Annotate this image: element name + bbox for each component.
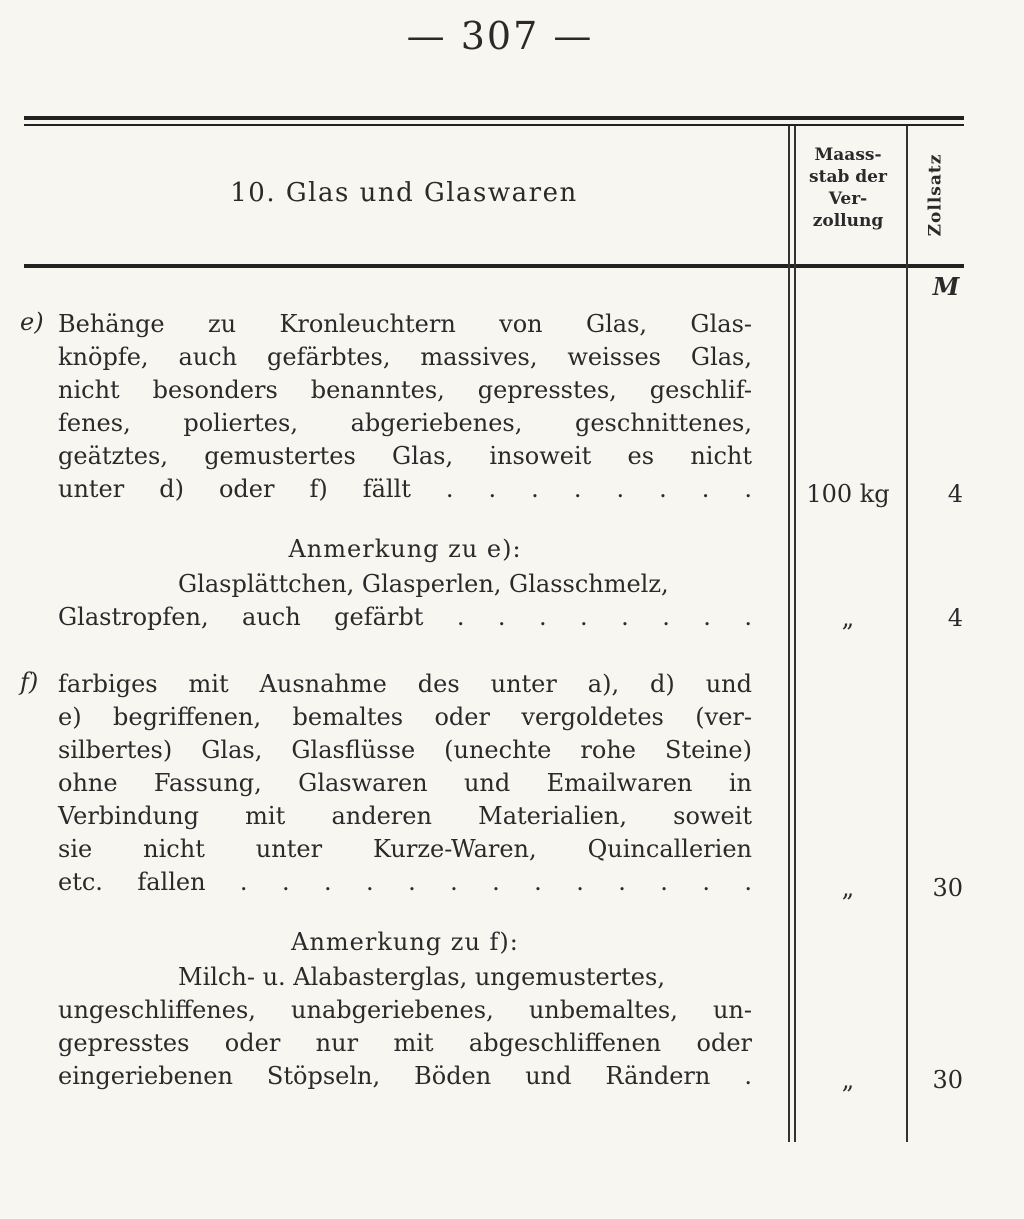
text-line: farbiges mit Ausnahme des unter a), d) und (58, 670, 752, 698)
text-line: unter d) oder f) fällt . . . . . . . . (58, 475, 752, 503)
measure-header-line: zollung (812, 211, 884, 231)
text-line: gepresstes oder nur mit abgeschliffenen oder (58, 1029, 752, 1057)
row-rate: 30 (932, 1066, 963, 1094)
row-measure: „ (841, 874, 855, 902)
header-bottom-rule (24, 264, 964, 268)
text-line: nicht besonders benanntes, gepresstes, geschlif- (58, 376, 752, 404)
text-line: silbertes) Glas, Glasflüsse (unechte rohe Steine) (58, 736, 752, 764)
row-measure: „ (841, 1066, 855, 1094)
row-measure: „ (841, 604, 855, 632)
note-text (58, 568, 752, 634)
column-divider-left-a (788, 126, 790, 1142)
currency-symbol: M (932, 272, 960, 301)
row-marker: f) (20, 668, 39, 696)
text-line: Verbindung mit anderen Materialien, soweit (58, 802, 752, 830)
page-number: — 307 — (406, 14, 594, 58)
measure-header-line: Maass- (814, 145, 882, 165)
text-line: e) begriffenen, bemaltes oder vergoldetes (ver- (58, 703, 752, 731)
row-text (58, 308, 752, 506)
row-rate: 4 (947, 604, 963, 632)
note-title: Anmerkung zu e): (288, 535, 522, 563)
note-text (58, 961, 752, 1093)
text-line: Glasplättchen, Glasperlen, Glasschmelz, (178, 570, 669, 598)
row-measure: 100 kg (806, 480, 890, 508)
text-line: etc. fallen . . . . . . . . . . . . . (58, 868, 752, 896)
note-title: Anmerkung zu f): (291, 928, 519, 956)
text-line: knöpfe, auch gefärbtes, massives, weisses Glas, (58, 343, 752, 371)
top-rule-thick (24, 116, 964, 120)
row-text (58, 668, 752, 899)
column-divider-left-b (794, 126, 796, 1142)
text-line: geätztes, gemustertes Glas, insoweit es nicht (58, 442, 752, 470)
top-rule-thin (24, 124, 964, 126)
measure-header-line: Ver- (828, 189, 868, 209)
text-line: sie nicht unter Kurze-Waren, Quincallerien (58, 835, 752, 863)
column-header-measure (792, 144, 904, 232)
text-line: ohne Fassung, Glaswaren und Emailwaren in (58, 769, 752, 797)
column-divider-right (906, 126, 908, 1142)
text-line: Behänge zu Kronleuchtern von Glas, Glas- (58, 310, 752, 338)
table-header-title: 10. Glas und Glaswaren (230, 178, 578, 208)
measure-header-line: stab der (809, 167, 887, 187)
rate-header-text: Zollsatz (925, 153, 946, 237)
text-line: Milch- u. Alabasterglas, ungemustertes, (178, 963, 665, 991)
row-marker: e) (20, 308, 44, 336)
text-line: fenes, poliertes, abgeriebenes, geschnittenes, (58, 409, 752, 437)
text-line: ungeschliffenes, unabgeriebenes, unbemaltes, un- (58, 996, 752, 1024)
column-header-rate (915, 140, 955, 250)
text-line: Glastropfen, auch gefärbt . . . . . . . . (58, 603, 752, 631)
row-rate: 4 (947, 480, 963, 508)
row-rate: 30 (932, 874, 963, 902)
text-line: eingeriebenen Stöpseln, Böden und Rändern . (58, 1062, 752, 1090)
